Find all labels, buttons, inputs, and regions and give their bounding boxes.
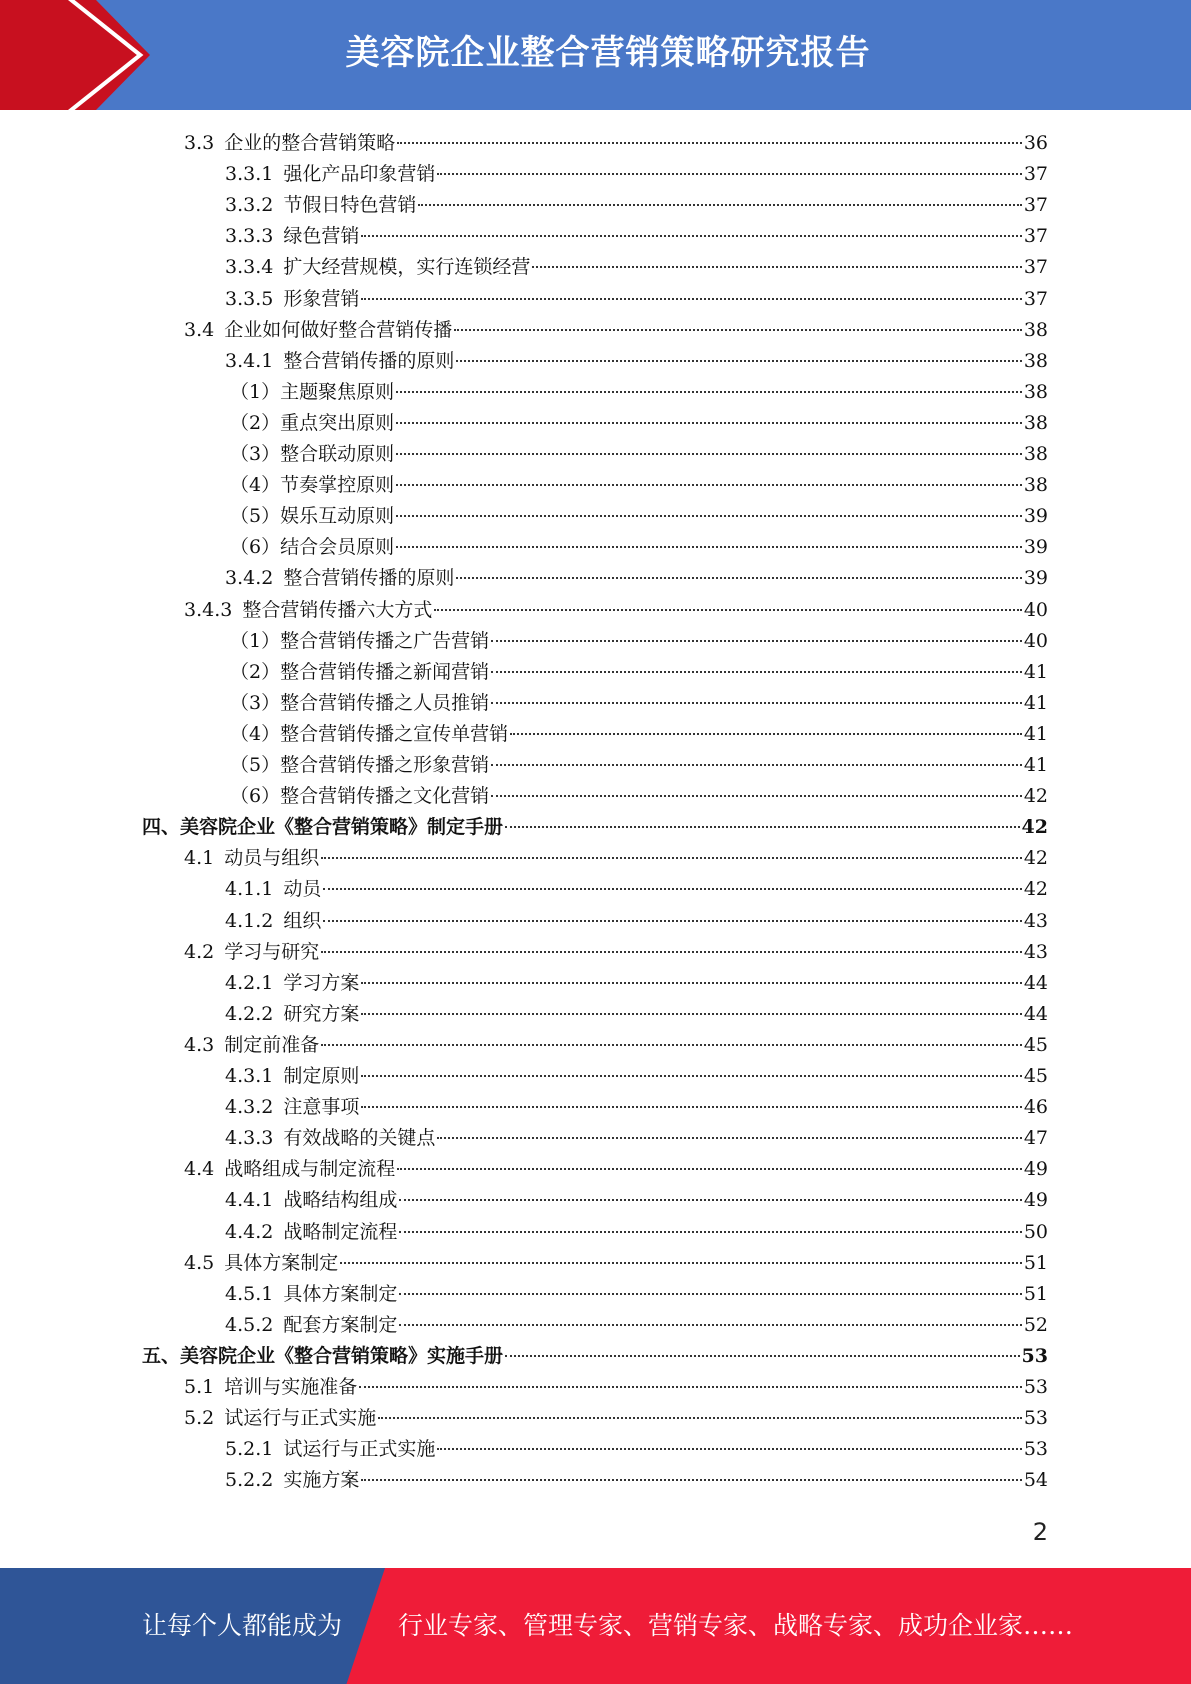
toc-entry-label <box>225 284 359 315</box>
toc-entry-number: 4.3.1 <box>225 1065 274 1087</box>
toc-entry-label <box>225 874 321 905</box>
toc-entry-page: 42 <box>1023 878 1048 900</box>
toc-entry-page: 49 <box>1023 1189 1048 1211</box>
toc-entry[interactable] <box>230 532 1048 563</box>
toc-entry-text: 五、美容院企业《整合营销策略》实施手册 <box>142 1345 504 1367</box>
toc-entry[interactable] <box>225 968 1048 999</box>
toc-entry-number: 4.2.1 <box>225 972 274 994</box>
toc-entry-label <box>230 657 489 688</box>
toc-entry-number: 4.4 <box>184 1158 215 1180</box>
toc-entry-text: 培训与实施准备 <box>224 1376 358 1398</box>
toc-entry-number: 3.3 <box>184 132 215 154</box>
toc-entry-number: 3.3.2 <box>225 194 274 216</box>
toc-leader-dots <box>399 1230 1021 1233</box>
toc-leader-dots <box>396 421 1022 424</box>
toc-entry-page: 38 <box>1023 412 1048 434</box>
toc-leader-dots <box>505 1354 1020 1357</box>
toc-entry-label <box>184 1403 376 1434</box>
toc-entry-page: 42 <box>1021 816 1048 838</box>
toc-entry-label <box>225 190 416 221</box>
toc-entry-label <box>225 252 530 283</box>
toc-entry-text: （5）娱乐互动原则 <box>230 505 395 527</box>
toc-entry-text: （4）节奏掌控原则 <box>230 474 395 496</box>
toc-entry[interactable] <box>230 750 1048 781</box>
toc-entry[interactable] <box>230 719 1048 750</box>
toc-entry-page: 42 <box>1023 847 1048 869</box>
toc-leader-dots <box>491 794 1022 797</box>
toc-entry-label <box>225 906 321 937</box>
toc-entry-label <box>184 128 395 159</box>
toc-chapter-entry[interactable] <box>142 812 1048 843</box>
toc-entry-label <box>184 843 319 874</box>
toc-entry-page: 50 <box>1023 1221 1048 1243</box>
toc-entry-text: 节假日特色营销 <box>283 194 417 216</box>
toc-entry-text: （4）整合营销传播之宣传单营销 <box>230 723 509 745</box>
toc-entry-text: （2）整合营销传播之新闻营销 <box>230 661 490 683</box>
toc-entry-page: 43 <box>1023 910 1048 932</box>
toc-entry[interactable] <box>225 346 1048 377</box>
toc-entry-text: （3）整合联动原则 <box>230 443 395 465</box>
toc-leader-dots <box>361 1012 1021 1015</box>
toc-entry-page: 45 <box>1023 1034 1048 1056</box>
toc-entry-text: （2）重点突出原则 <box>230 412 395 434</box>
toc-entry-text: 强化产品印象营销 <box>283 163 436 185</box>
toc-leader-dots <box>399 1292 1021 1295</box>
toc-entry-label <box>225 999 359 1030</box>
toc-entry-number: 5.2.2 <box>225 1469 274 1491</box>
toc-leader-dots <box>361 234 1021 237</box>
toc-leader-dots <box>396 390 1022 393</box>
toc-entry-page: 41 <box>1023 661 1048 683</box>
toc-entry-page: 41 <box>1023 754 1048 776</box>
toc-entry-label <box>230 470 394 501</box>
page-footer <box>0 1568 1191 1684</box>
toc-leader-dots <box>361 297 1021 300</box>
toc-entry-number: 4.1.1 <box>225 878 274 900</box>
toc-entry-page: 53 <box>1023 1376 1048 1398</box>
toc-entry[interactable] <box>225 190 1048 221</box>
toc-leader-dots <box>437 1136 1021 1139</box>
toc-entry[interactable] <box>184 1030 1048 1061</box>
toc-entry-text: （3）整合营销传播之人员推销 <box>230 692 490 714</box>
toc-entry[interactable] <box>230 408 1048 439</box>
toc-entry-label <box>142 812 503 843</box>
toc-entry-label <box>184 595 432 626</box>
toc-entry-text: 企业的整合营销策略 <box>224 132 396 154</box>
toc-entry[interactable] <box>184 315 1048 346</box>
toc-entry-text: 制定原则 <box>283 1065 360 1087</box>
toc-entry-page: 43 <box>1023 941 1048 963</box>
toc-entry-text: 学习方案 <box>283 972 360 994</box>
toc-entry-text: 战略制定流程 <box>283 1221 398 1243</box>
toc-leader-dots <box>491 670 1022 673</box>
toc-entry-label <box>184 937 319 968</box>
toc-entry-number: 4.5.2 <box>225 1314 274 1336</box>
toc-entry-page: 38 <box>1023 443 1048 465</box>
toc-leader-dots <box>532 265 1021 268</box>
toc-entry[interactable] <box>184 843 1048 874</box>
toc-entry-text: 动员 <box>283 878 322 900</box>
toc-entry-page: 45 <box>1023 1065 1048 1087</box>
toc-leader-dots <box>321 1043 1022 1046</box>
toc-leader-dots <box>340 1261 1022 1264</box>
toc-entry-page: 40 <box>1023 630 1048 652</box>
toc-entry-number: 3.4.2 <box>225 567 274 589</box>
toc-entry[interactable] <box>225 1061 1048 1092</box>
toc-entry-number: 3.4.1 <box>225 350 274 372</box>
toc-entry-label <box>230 719 508 750</box>
toc-entry-page: 39 <box>1023 567 1048 589</box>
toc-entry-text: 学习与研究 <box>224 941 320 963</box>
toc-entry-page: 37 <box>1023 194 1048 216</box>
toc-entry-label <box>230 781 489 812</box>
toc-leader-dots <box>505 825 1020 828</box>
toc-entry-page: 37 <box>1023 163 1048 185</box>
toc-entry[interactable] <box>225 221 1048 252</box>
toc-entry-page: 53 <box>1023 1438 1048 1460</box>
toc-entry-label <box>184 1154 395 1185</box>
toc-entry-number: 4.2.2 <box>225 1003 274 1025</box>
toc-entry-number: 4.3 <box>184 1034 215 1056</box>
toc-leader-dots <box>359 1385 1022 1388</box>
page-header <box>0 0 1191 110</box>
toc-entry-label <box>225 346 454 377</box>
toc-entry[interactable] <box>184 128 1048 159</box>
toc-entry-label <box>230 501 394 532</box>
toc-entry-number: 3.3.3 <box>225 225 274 247</box>
toc-entry-page: 39 <box>1023 536 1048 558</box>
toc-entry[interactable] <box>184 937 1048 968</box>
toc-entry-text: 研究方案 <box>283 1003 360 1025</box>
toc-entry-label <box>230 750 489 781</box>
toc-entry-label <box>225 159 435 190</box>
toc-entry[interactable] <box>225 563 1048 594</box>
toc-entry[interactable] <box>184 595 1048 626</box>
toc-entry-number: 4.1.2 <box>225 910 274 932</box>
toc-entry-text: 绿色营销 <box>283 225 360 247</box>
toc-entry-page: 39 <box>1023 505 1048 527</box>
toc-entry-text: 整合营销传播六大方式 <box>242 599 433 621</box>
toc-leader-dots <box>491 701 1022 704</box>
toc-leader-dots <box>361 1478 1021 1481</box>
toc-leader-dots <box>418 203 1021 206</box>
toc-entry-page: 49 <box>1023 1158 1048 1180</box>
toc-entry-text: 四、美容院企业《整合营销策略》制定手册 <box>142 816 504 838</box>
toc-entry-page: 52 <box>1023 1314 1048 1336</box>
toc-entry[interactable] <box>225 906 1048 937</box>
toc-entry-text: 配套方案制定 <box>283 1314 398 1336</box>
toc-entry-page: 37 <box>1023 225 1048 247</box>
toc-entry-number: 3.3.5 <box>225 288 274 310</box>
toc-entry-text: 整合营销传播的原则 <box>283 350 455 372</box>
toc-entry[interactable] <box>225 999 1048 1030</box>
toc-entry-text: （6）整合营销传播之文化营销 <box>230 785 490 807</box>
toc-leader-dots <box>437 1447 1021 1450</box>
toc-entry[interactable] <box>230 439 1048 470</box>
toc-entry-number: 3.3.4 <box>225 256 274 278</box>
toc-entry-page: 44 <box>1023 972 1048 994</box>
toc-entry[interactable] <box>230 501 1048 532</box>
toc-entry-number: 4.5.1 <box>225 1283 274 1305</box>
toc-entry-label <box>225 563 454 594</box>
toc-entry-page: 40 <box>1023 599 1048 621</box>
toc-entry[interactable] <box>225 874 1048 905</box>
toc-entry-page: 38 <box>1023 319 1048 341</box>
toc-entry-text: （1）主题聚焦原则 <box>230 381 395 403</box>
toc-entry-label <box>225 221 359 252</box>
toc-entry-page: 54 <box>1023 1469 1048 1491</box>
toc-entry-page: 51 <box>1023 1252 1048 1274</box>
toc-entry-label <box>184 1030 319 1061</box>
toc-entry[interactable] <box>184 1403 1048 1434</box>
toc-entry[interactable] <box>230 626 1048 657</box>
toc-leader-dots <box>323 887 1021 890</box>
toc-entry[interactable] <box>225 1434 1048 1465</box>
toc-entry-number: 4.4.1 <box>225 1189 274 1211</box>
toc-entry-text: 组织 <box>283 910 322 932</box>
toc-leader-dots <box>378 1416 1022 1419</box>
toc-entry-label <box>230 626 489 657</box>
toc-entry-label <box>184 1372 357 1403</box>
toc-entry[interactable] <box>184 1248 1048 1279</box>
toc-entry-number: 4.4.2 <box>225 1221 274 1243</box>
toc-leader-dots <box>397 1167 1022 1170</box>
toc-entry-text: 制定前准备 <box>224 1034 320 1056</box>
toc-entry-page: 47 <box>1023 1127 1048 1149</box>
toc-leader-dots <box>399 1198 1021 1201</box>
toc-entry-label <box>225 1465 359 1496</box>
toc-entry-text: 企业如何做好整合营销传播 <box>224 319 453 341</box>
toc-entry-page: 53 <box>1023 1407 1048 1429</box>
toc-entry-label <box>230 439 394 470</box>
toc-entry-text: 战略组成与制定流程 <box>224 1158 396 1180</box>
toc-entry-page: 37 <box>1023 288 1048 310</box>
toc-entry-page: 46 <box>1023 1096 1048 1118</box>
toc-leader-dots <box>491 763 1022 766</box>
toc-entry-label <box>230 532 394 563</box>
toc-entry[interactable] <box>225 1123 1048 1154</box>
toc-entry[interactable] <box>225 1279 1048 1310</box>
toc-leader-dots <box>396 452 1022 455</box>
toc-entry[interactable] <box>225 1185 1048 1216</box>
toc-entry-number: 5.2 <box>184 1407 215 1429</box>
toc-entry-page: 42 <box>1023 785 1048 807</box>
toc-leader-dots <box>396 545 1022 548</box>
toc-entry-label <box>184 1248 338 1279</box>
page-number: 2 <box>1032 1518 1048 1546</box>
toc-entry[interactable] <box>225 159 1048 190</box>
toc-entry[interactable] <box>230 470 1048 501</box>
toc-entry-text: 具体方案制定 <box>283 1283 398 1305</box>
toc-entry-label <box>230 377 394 408</box>
toc-leader-dots <box>396 483 1022 486</box>
toc-leader-dots <box>454 328 1022 331</box>
toc-entry[interactable] <box>184 1154 1048 1185</box>
toc-entry-number: 5.2.1 <box>225 1438 274 1460</box>
toc-leader-dots <box>456 576 1021 579</box>
toc-entry-page: 37 <box>1023 256 1048 278</box>
toc-leader-dots <box>510 732 1022 735</box>
toc-entry-label <box>225 1061 359 1092</box>
toc-entry-page: 36 <box>1023 132 1048 154</box>
toc-entry-label <box>225 1185 397 1216</box>
toc-entry-page: 38 <box>1023 350 1048 372</box>
toc-entry-text: 试运行与正式实施 <box>283 1438 436 1460</box>
toc-entry-number: 3.4 <box>184 319 215 341</box>
toc-entry-text: 动员与组织 <box>224 847 320 869</box>
toc-entry-label <box>230 688 489 719</box>
toc-entry-label <box>184 315 452 346</box>
toc-leader-dots <box>321 950 1022 953</box>
toc-leader-dots <box>397 141 1022 144</box>
report-title: 美容院企业整合营销策略研究报告 <box>345 33 871 73</box>
toc-entry-text: 注意事项 <box>283 1096 360 1118</box>
toc-entry-label <box>230 408 394 439</box>
toc-leader-dots <box>434 608 1021 611</box>
toc-leader-dots <box>491 639 1022 642</box>
toc-entry[interactable] <box>225 1310 1048 1341</box>
toc-entry-text: 形象营销 <box>283 288 360 310</box>
toc-leader-dots <box>456 359 1021 362</box>
toc-entry-number: 3.3.1 <box>225 163 274 185</box>
toc-entry-page: 38 <box>1023 474 1048 496</box>
toc-entry-text: 实施方案 <box>283 1469 360 1491</box>
toc-entry[interactable] <box>184 1372 1048 1403</box>
toc-entry[interactable] <box>230 781 1048 812</box>
toc-entry-number: 4.5 <box>184 1252 215 1274</box>
toc-entry-label <box>225 1217 397 1248</box>
toc-leader-dots <box>361 1074 1021 1077</box>
toc-entry-label <box>225 1123 435 1154</box>
toc-leader-dots <box>361 1105 1021 1108</box>
toc-entry-text: （6）结合会员原则 <box>230 536 395 558</box>
toc-leader-dots <box>396 514 1022 517</box>
footer-slogan-right: 行业专家、管理专家、营销专家、战略专家、成功企业家…… <box>398 1611 1074 1640</box>
toc-entry-text: 战略结构组成 <box>283 1189 398 1211</box>
toc-leader-dots <box>437 172 1021 175</box>
toc-entry-label <box>225 1434 435 1465</box>
toc-leader-dots <box>361 981 1021 984</box>
toc-entry-text: 试运行与正式实施 <box>224 1407 377 1429</box>
toc-entry-label <box>225 1279 397 1310</box>
toc-entry-label <box>225 1310 397 1341</box>
toc-entry-number: 4.2 <box>184 941 215 963</box>
toc-entry-number: 4.3.3 <box>225 1127 274 1149</box>
toc-entry-text: （1）整合营销传播之广告营销 <box>230 630 490 652</box>
toc-entry-text: （5）整合营销传播之形象营销 <box>230 754 490 776</box>
toc-entry[interactable] <box>230 657 1048 688</box>
toc-entry[interactable] <box>225 284 1048 315</box>
toc-entry-text: 整合营销传播的原则 <box>283 567 455 589</box>
toc-entry-text: 具体方案制定 <box>224 1252 339 1274</box>
toc-entry-number: 4.3.2 <box>225 1096 274 1118</box>
toc-entry[interactable] <box>225 1092 1048 1123</box>
toc-entry[interactable] <box>230 688 1048 719</box>
toc-entry-page: 44 <box>1023 1003 1048 1025</box>
toc-entry[interactable] <box>230 377 1048 408</box>
toc-entry-number: 3.4.3 <box>184 599 233 621</box>
toc-entry-label <box>142 1341 503 1372</box>
toc-entry-number: 5.1 <box>184 1376 215 1398</box>
footer-slogan-left: 让每个人都能成为 <box>142 1611 343 1640</box>
toc-leader-dots <box>323 919 1021 922</box>
toc-entry[interactable] <box>225 1217 1048 1248</box>
toc-entry-label <box>225 968 359 999</box>
toc-entry-number: 4.1 <box>184 847 215 869</box>
toc-leader-dots <box>321 856 1022 859</box>
toc-entry-text: 扩大经营规模，实行连锁经营 <box>283 256 531 278</box>
toc-leader-dots <box>399 1323 1021 1326</box>
toc-entry[interactable] <box>225 252 1048 283</box>
toc-entry[interactable] <box>225 1465 1048 1496</box>
toc-entry-page: 41 <box>1023 692 1048 714</box>
toc-chapter-entry[interactable] <box>142 1341 1048 1372</box>
toc-entry-page: 53 <box>1021 1345 1048 1367</box>
toc-entry-label <box>225 1092 359 1123</box>
toc-entry-text: 有效战略的关键点 <box>283 1127 436 1149</box>
toc-entry-page: 38 <box>1023 381 1048 403</box>
toc-entry-page: 51 <box>1023 1283 1048 1305</box>
toc-entry-page: 41 <box>1023 723 1048 745</box>
